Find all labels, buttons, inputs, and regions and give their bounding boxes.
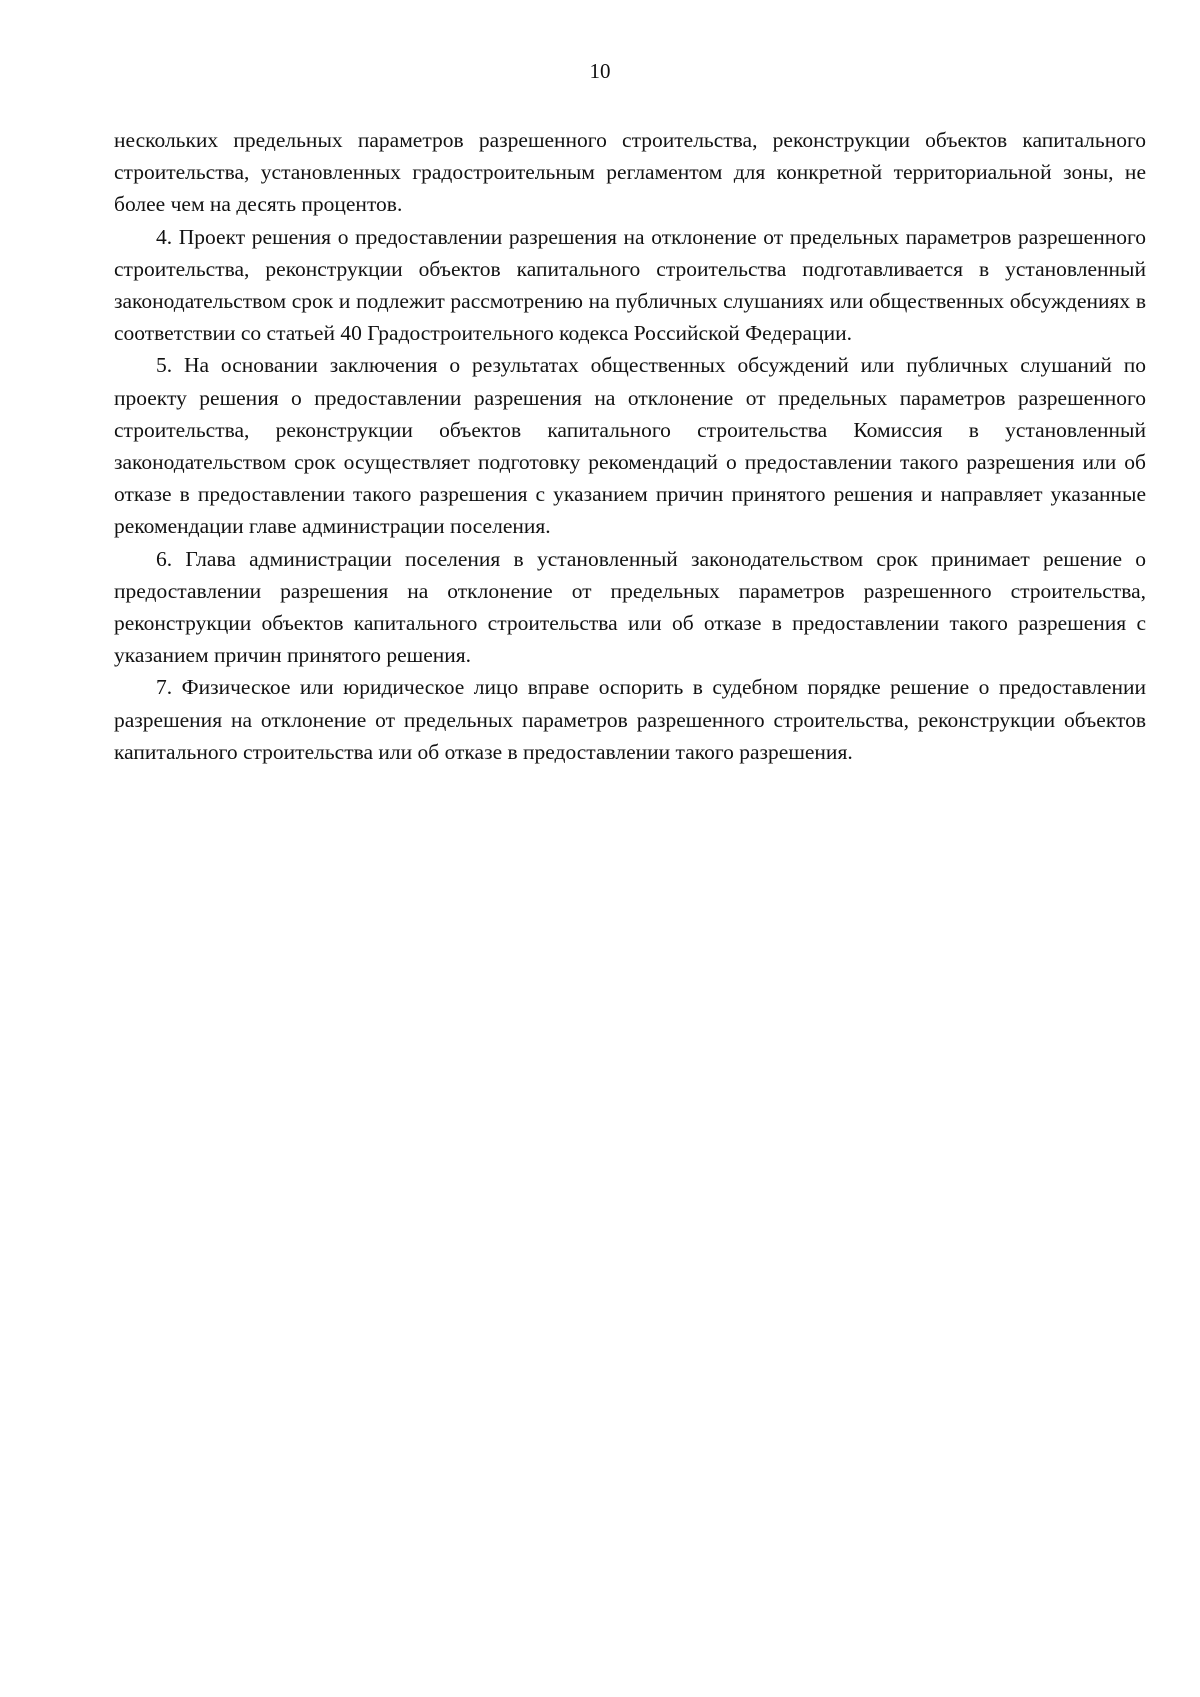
paragraph-item-7: 7. Физическое или юридическое лицо вправе оспорить в судебном порядке решение о предоставлении разрешения на отклонение от предельных параметров разрешенного строительства, реконструкции объектов капитального строительства или об отказе в предоставлении такого разрешения. — [114, 675, 1146, 764]
page-number: 10 — [589, 59, 611, 83]
paragraph-item-4: 4. Проект решения о предоставлении разрешения на отклонение от предельных параметров разрешенного строительства, реконструкции объектов капитального строительства подготавливается в установленный законодательством срок и подлежит рассмотрению на публичных слушаниях или общественных обсуждениях в соответствии со статьей 40 Градостроительного кодекса Российской Федерации. — [114, 224, 1146, 346]
document-body — [114, 124, 1146, 768]
paragraph-item-6: 6. Глава администрации поселения в установленный законодательством срок принимает решение о предоставлении разрешения на отклонение от предельных параметров разрешенного строительства, реконструкции объектов капитального строительства или об отказе в предоставлении такого разрешения с указанием причин принятого решения. — [114, 546, 1146, 668]
paragraph-continuation: нескольких предельных параметров разрешенного строительства, реконструкции объектов капитального строительства, установленных градостроительным регламентом для конкретной территориальной зоны, не более чем на десять процентов. — [114, 128, 1146, 217]
paragraph-item-5: 5. На основании заключения о результатах общественных обсуждений или публичных слушаний по проекту решения о предоставлении разрешения на отклонение от предельных параметров разрешенного строительства, реконструкции объектов капитального строительства Комиссия в установленный законодательством срок осуществляет подготовку рекомендаций о предоставлении такого разрешения или об отказе в предоставлении такого разрешения с указанием причин принятого решения и направляет указанные рекомендации главе администрации поселения. — [114, 353, 1146, 539]
